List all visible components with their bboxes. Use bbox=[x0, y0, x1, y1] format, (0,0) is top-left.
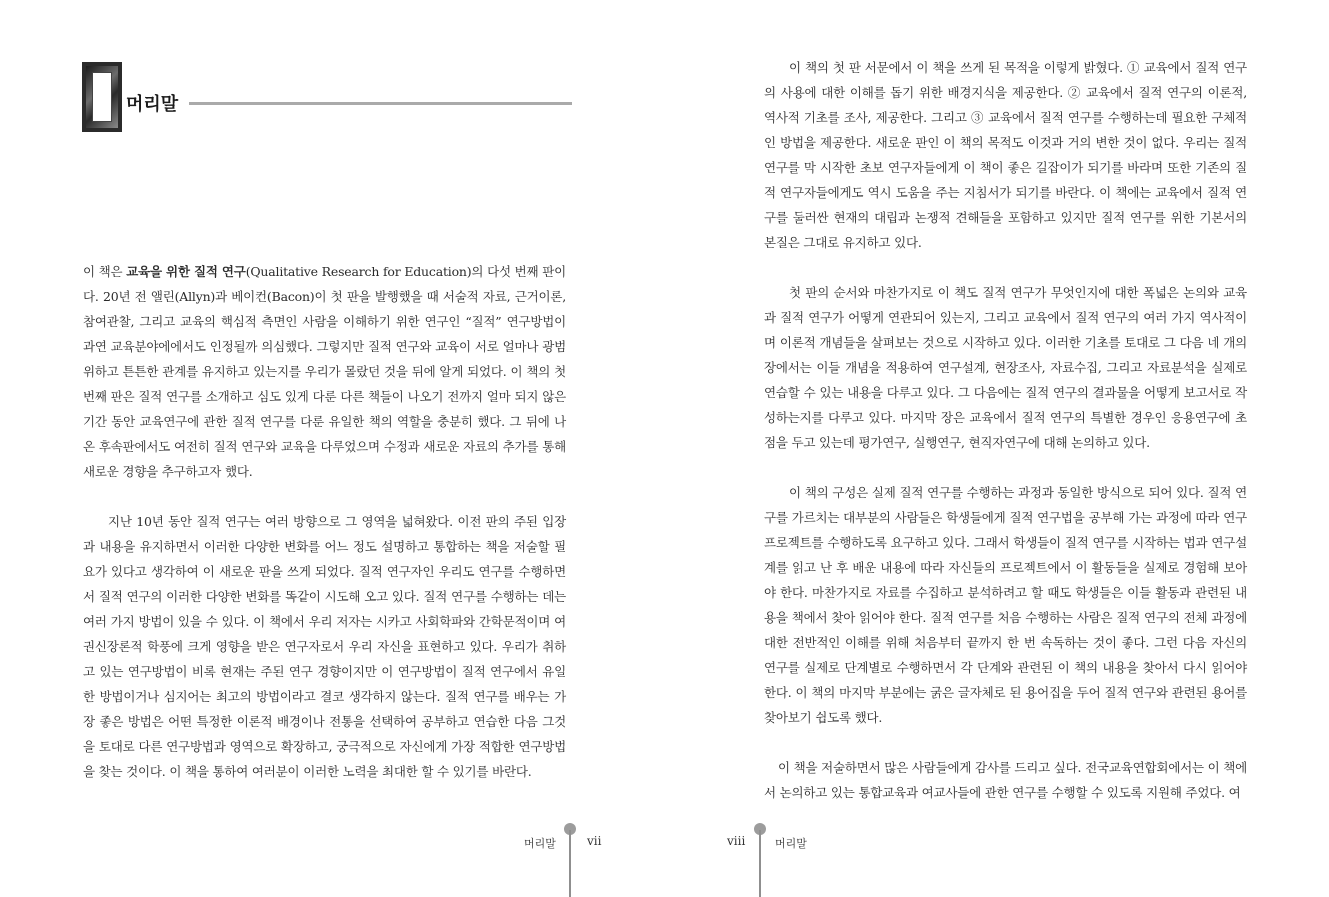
paragraph-r2 bbox=[764, 280, 1247, 455]
paragraph-r4 bbox=[764, 755, 1247, 805]
paragraph-r1 bbox=[764, 55, 1247, 255]
footer-divider bbox=[759, 830, 761, 897]
title-rule bbox=[189, 102, 572, 105]
paragraph-2 bbox=[83, 509, 566, 784]
r3-text: 이 책의 구성은 실제 질적 연구를 수행하는 과정과 동일한 방식으로 되어 있다. 질적 연구를 가르치는 대부분의 사람들은 학생들에게 질적 연구법을 공부해 가는 과정에 따라 연구 프로젝트를 수행하도록 요구하고 있다. 그래서 학생들이 질적 연구를 시작하는 법과 연구설계를 읽고 난 후 배운 내용에 따라 자신들의 프로젝트에서 이 활동들을 실제로 경험해 보아야 한다. 마찬가지로 자료를 수집하고 분석하려고 할 때도 학생들은 이들 활동과 관련된 내용을 책에서 찾아 읽어야 한다. 질적 연구를 처음 수행하는 사람은 질적 연구의 전체 과정에 대한 전반적인 이해를 위해 처음부터 끝까지 한 번 속독하는 것이 좋다. 그런 다음 자신의 연구를 실제로 단계별로 수행하면서 각 단계와 관련된 이 책의 내용을 찾아서 다시 읽어야 한다. 이 책의 마지막 부분에는 굵은 글자체로 된 용어집을 두어 질적 연구와 관련된 용어를 찾아보기 쉽도록 했다. bbox=[764, 485, 1247, 725]
left-page bbox=[0, 0, 664, 897]
paragraph-r3 bbox=[764, 480, 1247, 730]
frame-ornament-icon bbox=[82, 62, 122, 132]
paragraph-1 bbox=[83, 259, 566, 484]
page-number-left: vii bbox=[587, 834, 602, 848]
footer-divider bbox=[569, 830, 571, 897]
footer-label-right: 머리말 bbox=[775, 837, 807, 850]
chapter-heading bbox=[82, 62, 572, 134]
book-title-bold: 교육을 위한 질적 연구 bbox=[126, 264, 246, 279]
footer-label-left: 머리말 bbox=[524, 837, 556, 850]
para1-pre: 이 책은 bbox=[83, 264, 127, 279]
r4-text: 이 책을 저술하면서 많은 사람들에게 감사를 드리고 싶다. 전국교육연합회에서는 이 책에서 논의하고 있는 통합교육과 여교사들에 관한 연구를 수행할 수 있도록 지원해 주었다. 여 bbox=[764, 760, 1248, 800]
para2-text: 지난 10년 동안 질적 연구는 여러 방향으로 그 영역을 넓혀왔다. 이전 판의 주된 입장과 내용을 유지하면서 이러한 다양한 변화를 어느 정도 설명하고 통합하는 책을 저술할 필요가 있다고 생각하여 이 새로운 판을 쓰게 되었다. 질적 연구자인 우리도 연구를 수행하면서 질적 연구의 이러한 다양한 변화를 똑같이 시도해 오고 있다. 질적 연구를 수행하는 데는 여러 가지 방법이 있을 수 있다. 이 책에서 우리 저자는 시카고 사회학파와 간학문적이며 여권신장론적 학풍에 크게 영향을 받은 연구자로서 우리 자신을 표현하고 있다. 우리가 취하고 있는 연구방법이 비록 현재는 주된 연구 경향이지만 이 연구방법이 질적 연구에서 유일한 방법이거나 심지어는 최고의 방법이라고 결코 생각하지 않는다. 질적 연구를 배우는 가장 좋은 방법은 어떤 특정한 이론적 배경이나 전통을 선택하여 공부하고 연습한 다음 그것을 토대로 다른 연구방법과 영역으로 확장하고, 궁극적으로 자신에게 가장 적합한 연구방법을 찾는 것이다. 이 책을 통하여 여러분이 이러한 노력을 최대한 할 수 있기를 바란다. bbox=[83, 514, 566, 779]
para1-post: (Qualitative Research for Education)의 다섯 번째 판이다. 20년 전 앨린(Allyn)과 베이컨(Bacon)이 첫 판을 발행했을 때 서술적 자료, 근거이론, 참여관찰, 그리고 교육의 핵심적 측면인 사람을 이해하기 위한 연구인 “질적” 연구방법이 과연 교육분야에에서도 인정될까 의심했다. 그렇지만 질적 연구와 교육이 서로 얼마나 광범위하고 튼튼한 관계를 유지하고 있는지를 우리가 몰랐던 것을 뒤에 알게 되었다. 이 책의 첫 번째 판은 질적 연구를 소개하고 심도 있게 다룬 다른 책들이 나오기 전까지 얼마 되지 않은 기간 동안 교육연구에 관한 질적 연구를 다룬 유일한 책의 역할을 충분히 했다. 그 뒤에 나온 후속판에서도 여전히 질적 연구와 교육을 다루었으며 수정과 새로운 자료의 추가를 통해 새로운 경향을 추구하고자 했다. bbox=[83, 264, 566, 479]
right-page bbox=[664, 0, 1329, 897]
r2-text: 첫 판의 순서와 마찬가지로 이 책도 질적 연구가 무엇인지에 대한 폭넓은 논의와 교육과 질적 연구가 어떻게 연관되어 있는지, 그리고 교육에서 질적 연구의 여러 가지 역사적이며 이론적 개념들을 살펴보는 것으로 시작하고 있다. 이러한 기초를 토대로 그 다음 네 개의 장에서는 이들 개념을 적용하여 연구설계, 현장조사, 자료수집, 그리고 자료분석을 실제로 연습할 수 있는 내용을 다루고 있다. 그 다음에는 질적 연구의 결과물을 어떻게 보고서로 작성하는지를 다루고 있다. 마지막 장은 교육에서 질적 연구의 특별한 경우인 응용연구에 초점을 두고 있는데 평가연구, 실행연구, 현직자연구에 대해 논의하고 있다. bbox=[764, 285, 1247, 450]
r1-text: 이 책의 첫 판 서문에서 이 책을 쓰게 된 목적을 이렇게 밝혔다. ① 교육에서 질적 연구의 사용에 대한 이해를 돕기 위한 배경지식을 제공한다. ② 교육에서 질적 연구의 이론적, 역사적 기초를 조사, 제공한다. 그리고 ③ 교육에서 질적 연구를 수행하는데 필요한 구체적인 방법을 제공한다. 새로운 판인 이 책의 목적도 이것과 거의 변한 것이 없다. 우리는 질적 연구를 막 시작한 초보 연구자들에게 이 책이 좋은 길잡이가 되기를 바라며 또한 기존의 질적 연구자들에게도 역시 도움을 주는 지침서가 되기를 바란다. 이 책에는 교육에서 질적 연구를 둘러싼 현재의 대립과 논쟁적 견해들을 포함하고 있지만 질적 연구를 위한 기본서의 본질은 그대로 유지하고 있다. bbox=[764, 60, 1247, 250]
page-title: 머리말 bbox=[126, 94, 179, 115]
page-number-right: viii bbox=[727, 834, 746, 848]
